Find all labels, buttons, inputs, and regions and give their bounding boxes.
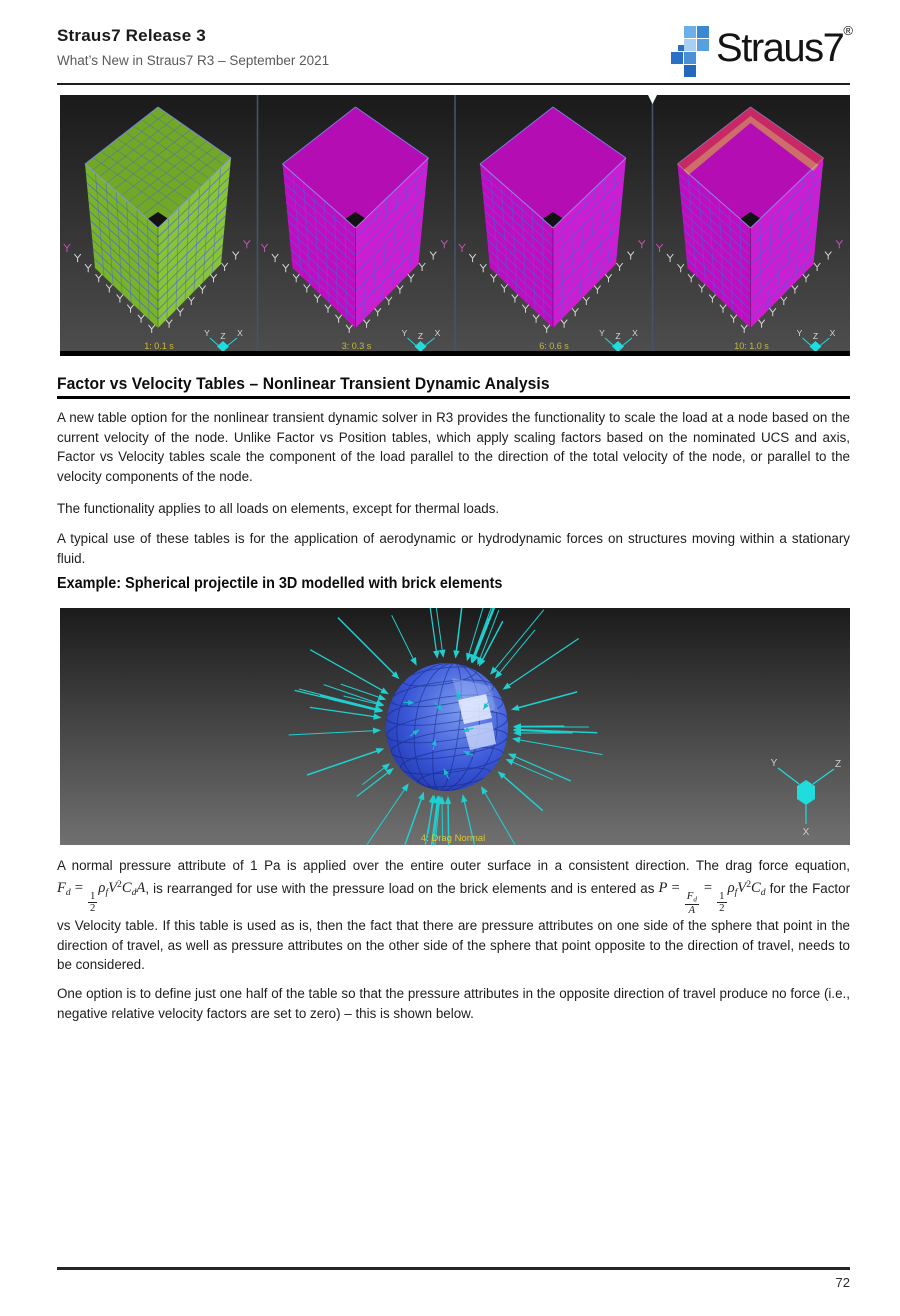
paragraph-half-table: One option is to define just one half of the table so that the pressure attributes in the opposite direction of travel produce no force (i.e., negative relative velocity factors are set to zero) – this is shown below.	[57, 986, 850, 1021]
straus7-logo	[671, 24, 853, 79]
axis-letter-x: X	[237, 328, 243, 338]
straus7-logo-mark	[671, 26, 711, 79]
equation-drag-force: $F_d$ = $\frac{1}{2}$ $\rho_fV^2C_dA$	[57, 879, 146, 915]
example-heading: Example: Spherical projectile in 3D modelled with brick elements	[57, 575, 503, 592]
logo-wordmark: Straus7	[716, 26, 844, 70]
sphere-projectile-render	[60, 608, 850, 845]
section-heading: Factor vs Velocity Tables – Nonlinear Transient Dynamic Analysis	[57, 374, 550, 393]
axis-letter-z: Z	[812, 331, 819, 341]
logo-square	[684, 26, 696, 38]
axis-letter-y: Y	[796, 328, 803, 338]
registered-trademark-icon: ®	[843, 23, 853, 38]
axis-letter-x: X	[632, 328, 638, 338]
p4-text-3: for the Factor vs Velocity table. If this table is used as is, then the fact that there are pressure attributes on one side of the sphere that point in the direction of travel, as well as pressure attributes on the other side of the sphere that point opposite to the direction of travel, needs to be considered.	[57, 880, 851, 973]
paragraph-typical-use: A typical use of these tables is for the application of aerodynamic or hydrodynamic forces on structures moving within a stationary fluid.	[57, 531, 850, 566]
panel-time-label: 6: 0.6 s	[539, 341, 569, 351]
section-heading-underline	[57, 396, 850, 399]
logo-square	[671, 52, 683, 64]
transient-panels-render	[60, 95, 850, 356]
axis-letter-x: X	[802, 827, 810, 838]
figure-transient-panels	[60, 95, 850, 356]
axis-letter-z: Z	[220, 331, 226, 341]
page-number: 72	[835, 1275, 850, 1290]
axis-letter-y: Y	[401, 328, 408, 338]
figure-sphere-projectile	[60, 608, 850, 845]
page-header	[57, 23, 853, 70]
logo-square	[684, 65, 696, 77]
axis-letter-y: Y	[204, 328, 210, 338]
panel-time-label: 3: 0.3 s	[341, 341, 372, 351]
paragraph-intro: A new table option for the nonlinear transient dynamic solver in R3 provides the functionality to scale the load at a node based on the current velocity of the node. Unlike Factor vs Position tables, which apply scaling factors based on the nominated UCS and axis, Factor vs Velocity tables scale the component of the load parallel to the direction of the total velocity of the node, or parallel to the velocity components of the node.	[57, 410, 850, 484]
paragraph-pressure-equation	[57, 856, 850, 975]
axis-letter-x: X	[434, 328, 441, 338]
sphere-view-label: 4: Drag Normal	[420, 833, 486, 844]
footer-divider	[57, 1267, 850, 1270]
axis-letter-y: Y	[599, 328, 605, 338]
logo-square	[684, 39, 696, 51]
axis-letter-z: Z	[417, 331, 424, 341]
straus7-logo-text	[716, 24, 853, 70]
logo-square	[697, 39, 709, 51]
document-subtitle: What’s New in Straus7 R3 – September 2021	[57, 53, 330, 68]
axis-letter-z: Z	[834, 759, 842, 770]
equation-pressure: P = $\frac{F_d}{A}$ = $\frac{1}{2}$ $\rho_fV^2C_d$	[658, 879, 766, 916]
p4-text-1: A normal pressure attribute of 1 Pa is applied over the entire outer surface in a consistent direction. The drag force equation,	[57, 858, 850, 873]
document-title: Straus7 Release 3	[57, 26, 206, 45]
panel-time-label: 1: 0.1 s	[144, 341, 174, 351]
axis-letter-z: Z	[615, 331, 621, 341]
header-divider	[57, 83, 850, 85]
paragraph-applies: The functionality applies to all loads on elements, except for thermal loads.	[57, 501, 500, 516]
p4-text-2: , is rearranged for use with the pressure load on the brick elements and is entered as	[145, 880, 659, 896]
axis-letter-x: X	[829, 328, 836, 338]
logo-square	[697, 26, 709, 38]
logo-square	[684, 52, 696, 64]
panel-time-label: 10: 1.0 s	[734, 341, 769, 351]
axis-letter-y: Y	[770, 758, 778, 769]
